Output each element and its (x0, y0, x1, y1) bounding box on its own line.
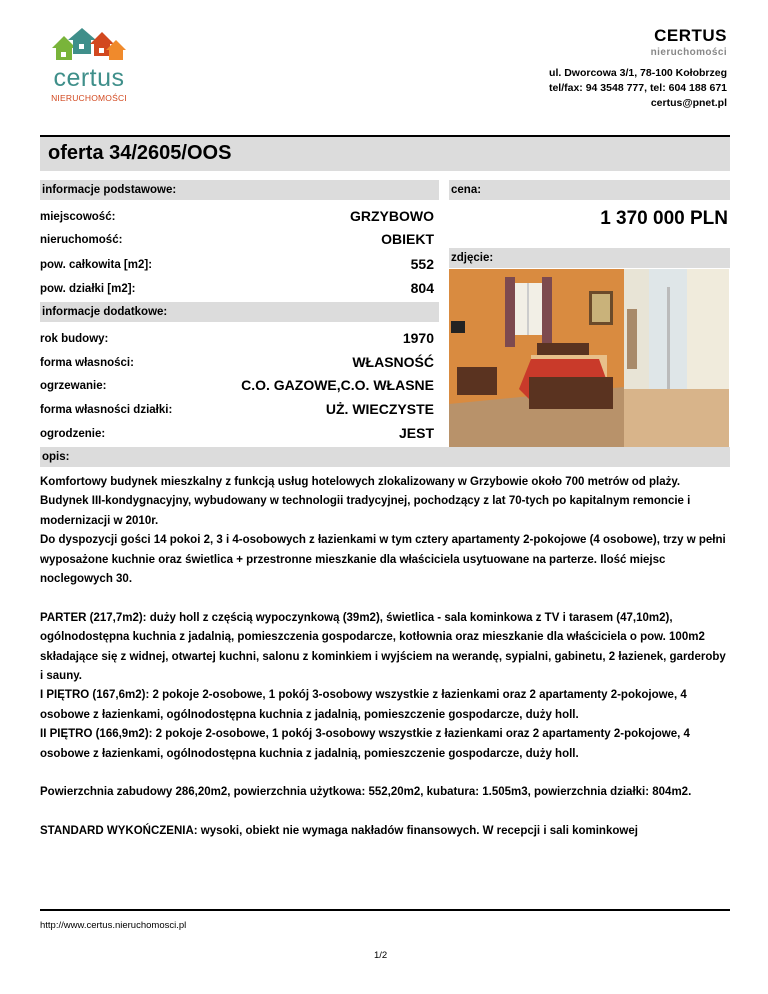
detail-row (40, 375, 438, 398)
footer-url-link[interactable]: http://www.certus.nieruchomosci.pl (40, 920, 187, 931)
address: ul. Dworcowa 3/1, 78-100 Kołobrzeg (549, 67, 727, 79)
description-paragraph: Powierzchnia zabudowy 286,20m2, powierzchnia użytkowa: 552,20m2, kubatura: 1.505m3, powierzchnia działki: 804m2. (40, 786, 692, 799)
section-description: opis: (40, 447, 730, 467)
phone: tel/fax: 94 3548 777, tel: 604 188 671 (548, 82, 727, 94)
detail-label: ogrzewanie: (40, 380, 107, 392)
houses-logo-icon (44, 26, 134, 66)
detail-value: JEST (398, 425, 434, 441)
detail-value: 552 (410, 256, 434, 272)
property-photo[interactable] (449, 269, 729, 447)
detail-label: forma własności: (40, 357, 134, 369)
section-extra-info: informacje dodatkowe: (40, 302, 439, 322)
detail-label: miejscowość: (40, 211, 116, 223)
brand-subtitle: nieruchomości (650, 47, 727, 58)
detail-value: WŁASNOŚĆ (352, 354, 434, 370)
detail-label: nieruchomość: (40, 234, 123, 246)
detail-row (40, 254, 438, 277)
logo-subtitle: NIERUCHOMOŚCI (51, 93, 127, 103)
detail-row (40, 399, 438, 422)
detail-label: pow. całkowita [m2]: (40, 259, 153, 271)
certus-logo[interactable] (44, 26, 134, 104)
logo-wordmark: certus (53, 64, 125, 92)
offer-title: oferta 34/2605/OOS (48, 142, 232, 164)
price-value: 1 370 000 PLN (600, 208, 728, 229)
contact-info (549, 66, 727, 111)
detail-label: forma własności działki: (40, 404, 173, 416)
description-text (40, 473, 728, 842)
detail-row (40, 423, 438, 446)
description-paragraph: Komfortowy budynek mieszkalny z funkcją usług hotelowych zlokalizowany w Grzybowie około 700 metrów od plaży. Budynek III-kondygnacyjny, wybudowany w technologii tradycyjnej, pochodzący z lat 70-tych po kapitalnym remoncie i modernizacji w 2010r. Do dyspozycji gości 14 pokoi 2, 3 i 4-osobowych z łazienkami w tym cztery apartamenty 2-pokojowe (4 osobowe), trzy w pełni wyposażone kuchnie oraz świetlica + przestronne mieszkanie dla właściciela usytuowane na parterze. Ilość miejsc noclegowych 30. (40, 476, 726, 586)
section-photo: zdjęcie: (449, 248, 730, 268)
detail-row (40, 229, 438, 252)
offer-title-bar (40, 135, 730, 171)
description-paragraph: STANDARD WYKOŃCZENIA: wysoki, obiekt nie wymaga nakładów finansowych. W recepcji i sali kominkowej (40, 825, 638, 838)
detail-row (40, 328, 438, 351)
detail-label: ogrodzenie: (40, 428, 106, 440)
detail-row (40, 352, 438, 375)
email-link[interactable]: certus@pnet.pl (650, 97, 727, 109)
detail-value: 804 (410, 280, 434, 296)
detail-value: C.O. GAZOWE,C.O. WŁASNE (241, 377, 434, 393)
detail-label: pow. działki [m2]: (40, 283, 136, 295)
detail-value: 1970 (402, 330, 434, 346)
detail-label: rok budowy: (40, 333, 109, 345)
footer-divider (40, 909, 730, 911)
bedroom-photo-image (449, 269, 729, 447)
detail-value: OBIEKT (381, 231, 434, 247)
detail-row (40, 206, 438, 229)
detail-value: UŻ. WIECZYSTE (325, 401, 434, 417)
brand-block (651, 26, 727, 58)
detail-value: GRZYBOWO (350, 208, 434, 224)
section-price: cena: (449, 180, 730, 200)
page-number: 1/2 (374, 950, 388, 961)
description-paragraph: PARTER (217,7m2): duży holl z częścią wypoczynkową (39m2), świetlica - sala kominkowa z TV i tarasem (47,10m2), ogólnodostępna kuchnia z jadalnią, pomieszczenia gospodarcze, kotłownia oraz mieszkanie dla właściciela o pow. 100m2 składające się z widnej, otwartej kuchni, salonu z kominkiem i wyjściem na werandę, sypialni, gabinetu, 2 łazienek, garderoby i sauny. I PIĘTRO (167,6m2): 2 pokoje 2-osobowe, 1 pokój 3-osobowy wszystkie z łazienkami oraz 2 apartamenty 2-pokojowe, 4 osobowe z łazienkami, ogólnodostępna kuchnia z jadalnią, pomieszczenie gospodarcze, duży holl. II PIĘTRO (166,9m2): 2 pokoje 2-osobowe, 1 pokój 3-osobowy wszystkie z łazienkami oraz 2 apartamenty 2-pokojowe, 4 osobowe z łazienkami, ogólnodostępna kuchnia z jadalnią, pomieszczenie gospodarcze, duży holl. (40, 611, 726, 760)
brand-name: CERTUS (654, 26, 727, 45)
section-basic-info: informacje podstawowe: (40, 180, 439, 200)
detail-row (40, 278, 438, 301)
